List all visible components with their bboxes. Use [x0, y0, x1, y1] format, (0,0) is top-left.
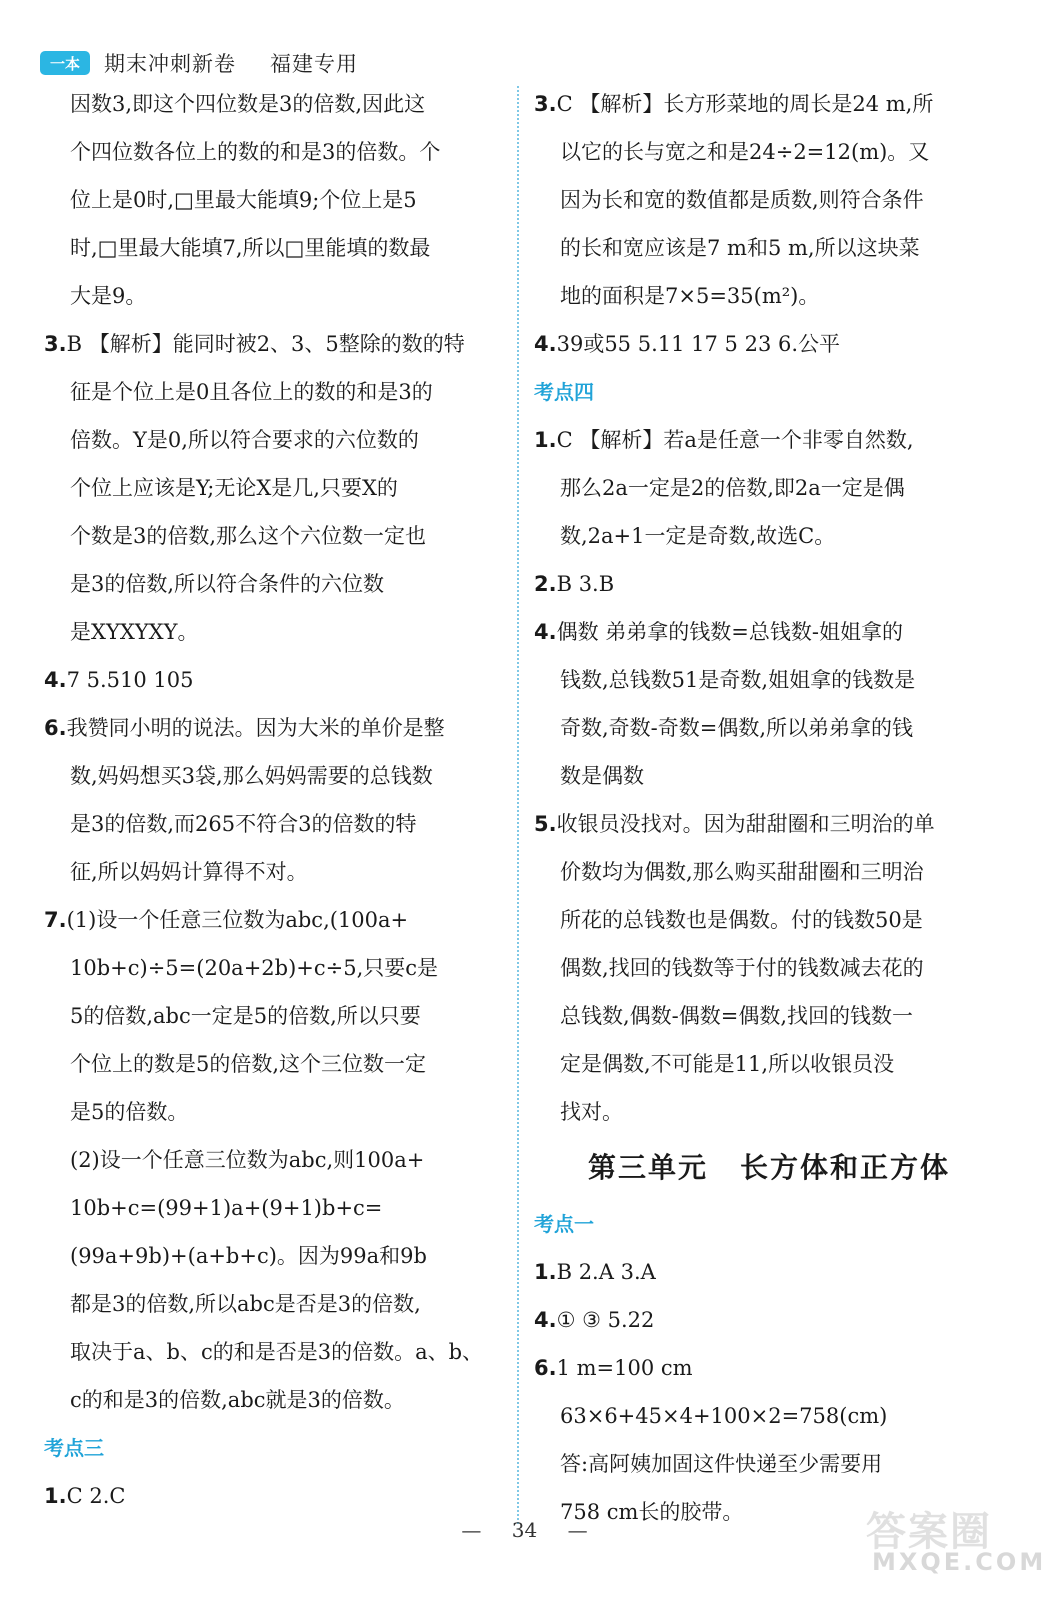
answer-text: 取决于a、b、c的和是否是3的倍数。a、b、 [70, 1340, 484, 1364]
answer-text: 所花的总钱数也是偶数。付的钱数50是 [560, 908, 923, 932]
answer-line [534, 1392, 1004, 1440]
footer-dash-left: — [461, 1518, 482, 1542]
answer-line [534, 128, 1004, 176]
answer-text: B 2.A 3.A [556, 1260, 656, 1284]
edition-region: 福建专用 [270, 52, 358, 76]
answer-text: 征是个位上是0且各位上的数的和是3的 [70, 380, 433, 404]
question-number: 2. [534, 572, 557, 596]
answer-item [534, 1248, 1004, 1296]
answer-line [44, 848, 504, 896]
answer-line [44, 1328, 504, 1376]
answer-line [44, 1184, 504, 1232]
answer-line [44, 464, 504, 512]
answer-text: (2)设一个任意三位数为abc,则100a+ [70, 1148, 425, 1172]
answer-text: 数,2a+1一定是奇数,故选C。 [560, 524, 836, 548]
answer-line [534, 1440, 1004, 1488]
question-number: 4. [534, 620, 557, 644]
answer-text: B 3.B [556, 572, 615, 596]
question-number: 7. [44, 908, 67, 932]
answer-item [534, 1344, 1004, 1392]
book-title: 期末冲刺新卷 [104, 52, 236, 76]
answer-text: 答:高阿姨加固这件快递至少需要用 [560, 1452, 883, 1476]
question-number: 4. [534, 1308, 557, 1332]
answer-line [44, 128, 504, 176]
answer-text: 偶数 弟弟拿的钱数=总钱数-姐姐拿的 [556, 620, 903, 644]
question-number: 1. [534, 428, 557, 452]
answer-text: 都是3的倍数,所以abc是否是3的倍数, [70, 1292, 421, 1316]
watermark-text: 答案圈 [866, 1509, 992, 1555]
answer-line [44, 1088, 504, 1136]
answer-text: 758 cm长的胶带。 [560, 1500, 744, 1524]
answer-item [534, 416, 1004, 464]
answer-line [44, 1232, 504, 1280]
answer-item [44, 320, 504, 368]
watermark-logo [858, 1500, 1047, 1582]
answer-text: 是3的倍数,而265不符合3的倍数的特 [70, 812, 417, 836]
question-number: 4. [534, 332, 557, 356]
footer-dash-right: — [567, 1518, 588, 1542]
answer-text: 偶数,找回的钱数等于付的钱数减去花的 [560, 956, 924, 980]
answer-text: 位上是0时,□里最大能填9;个位上是5 [70, 188, 417, 212]
answer-item [534, 80, 1004, 128]
answer-line [534, 752, 1004, 800]
question-number: 6. [534, 1356, 557, 1380]
answer-text: 39或55 5.11 17 5 23 6.公平 [556, 332, 841, 356]
answer-text: C 【解析】长方形菜地的周长是24 m,所 [556, 92, 934, 116]
answer-line [44, 272, 504, 320]
question-number: 3. [44, 332, 67, 356]
answer-text: C 【解析】若a是任意一个非零自然数, [556, 428, 914, 452]
answer-line [534, 464, 1004, 512]
publisher-logo: 一本 [40, 51, 90, 75]
answer-text: 那么2a一定是2的倍数,即2a一定是偶 [560, 476, 905, 500]
page-header [40, 46, 358, 80]
answer-line [44, 608, 504, 656]
answer-line [534, 224, 1004, 272]
answer-line [44, 416, 504, 464]
section-heading: 考点四 [534, 380, 594, 404]
answer-text: 时,□里最大能填7,所以□里能填的数最 [70, 236, 431, 260]
answer-line [534, 944, 1004, 992]
answer-text: 地的面积是7×5=35(m²)。 [560, 284, 820, 308]
answer-item [534, 320, 1004, 368]
answer-text: (1)设一个任意三位数为abc,(100a+ [66, 908, 409, 932]
answer-text: 以它的长与宽之和是24÷2=12(m)。又 [560, 140, 930, 164]
left-column [44, 80, 504, 1520]
answer-line [534, 992, 1004, 1040]
question-number: 4. [44, 668, 67, 692]
answer-text: 我赞同小明的说法。因为大米的单价是整 [66, 716, 445, 740]
answer-text: 大是9。 [70, 284, 147, 308]
answer-text: 是XYXYXY。 [70, 620, 199, 644]
answer-text: 因为长和宽的数值都是质数,则符合条件 [560, 188, 924, 212]
answer-item [44, 1472, 504, 1520]
answer-text: 数是偶数 [560, 764, 644, 788]
answer-line [44, 1136, 504, 1184]
answer-line [534, 656, 1004, 704]
answer-text: 数,妈妈想买3袋,那么妈妈需要的总钱数 [70, 764, 433, 788]
answer-text: 定是偶数,不可能是11,所以收银员没 [560, 1052, 895, 1076]
answer-item [534, 560, 1004, 608]
answer-text: 个位上应该是Y;无论X是几,只要X的 [70, 476, 398, 500]
answer-text: 5的倍数,abc一定是5的倍数,所以只要 [70, 1004, 421, 1028]
unit-title-part: 长方体和正方体 [740, 1151, 951, 1184]
section-heading: 考点一 [534, 1212, 594, 1236]
answer-text: 因数3,即这个四位数是3的倍数,因此这 [70, 92, 426, 116]
answer-text: 钱数,总钱数51是奇数,姐姐拿的钱数是 [560, 668, 916, 692]
right-column [534, 80, 1004, 1536]
answer-text: C 2.C [66, 1484, 126, 1508]
answer-text: 的长和宽应该是7 m和5 m,所以这块菜 [560, 236, 920, 260]
unit-title-part: 第三单元 [587, 1151, 708, 1184]
answer-text: 个数是3的倍数,那么这个六位数一定也 [70, 524, 427, 548]
question-number: 6. [44, 716, 67, 740]
column-divider [517, 86, 519, 1524]
answer-text: 是3的倍数,所以符合条件的六位数 [70, 572, 385, 596]
answer-item [44, 656, 504, 704]
answer-text: (99a+9b)+(a+b+c)。因为99a和9b [70, 1244, 427, 1268]
answer-text: 7 5.510 105 [66, 668, 194, 692]
answer-line [44, 800, 504, 848]
watermark-url: MXQE.COM [872, 1548, 1047, 1576]
answer-text: 收银员没找对。因为甜甜圈和三明治的单 [556, 812, 935, 836]
answer-line [44, 176, 504, 224]
answer-line [534, 704, 1004, 752]
answer-line [44, 224, 504, 272]
answer-line [44, 752, 504, 800]
answer-text: 10b+c=(99+1)a+(9+1)b+c= [70, 1196, 383, 1220]
answer-item [534, 1296, 1004, 1344]
answer-line [44, 1376, 504, 1424]
answer-line [44, 80, 504, 128]
answer-line [534, 848, 1004, 896]
answer-text: 奇数,奇数-奇数=偶数,所以弟弟拿的钱 [560, 716, 914, 740]
answer-item [534, 608, 1004, 656]
answer-text: 价数均为偶数,那么购买甜甜圈和三明治 [560, 860, 924, 884]
answer-text: 是5的倍数。 [70, 1100, 189, 1124]
answer-line [44, 1040, 504, 1088]
answer-line [44, 944, 504, 992]
question-number: 1. [534, 1260, 557, 1284]
question-number: 5. [534, 812, 557, 836]
answer-line [534, 1088, 1004, 1136]
answer-text: 个四位数各位上的数的和是3的倍数。个 [70, 140, 441, 164]
answer-line [534, 272, 1004, 320]
answer-text: c的和是3的倍数,abc就是3的倍数。 [70, 1388, 405, 1412]
answer-text: 总钱数,偶数-偶数=偶数,找回的钱数一 [560, 1004, 914, 1028]
answer-line [534, 512, 1004, 560]
answer-text: 个位上的数是5的倍数,这个三位数一定 [70, 1052, 427, 1076]
section-heading: 考点三 [44, 1436, 104, 1460]
answer-text: 63×6+45×4+100×2=758(cm) [560, 1404, 888, 1428]
answer-text: 1 m=100 cm [556, 1356, 693, 1380]
answer-text: 10b+c)÷5=(20a+2b)+c÷5,只要c是 [70, 956, 439, 980]
answer-text: B 【解析】能同时被2、3、5整除的数的特 [66, 332, 465, 356]
answer-line [44, 560, 504, 608]
question-number: 1. [44, 1484, 67, 1508]
answer-item [44, 896, 504, 944]
answer-text: 找对。 [560, 1100, 623, 1124]
answer-line [44, 512, 504, 560]
answer-line [44, 368, 504, 416]
unit-title [534, 1136, 1004, 1200]
answer-text: ① ③ 5.22 [556, 1308, 655, 1332]
answer-line [534, 176, 1004, 224]
answer-line [534, 896, 1004, 944]
answer-line [44, 992, 504, 1040]
answer-text: 倍数。Y是0,所以符合要求的六位数的 [70, 428, 419, 452]
answer-item [44, 704, 504, 752]
answer-text: 征,所以妈妈计算得不对。 [70, 860, 308, 884]
answer-item [534, 800, 1004, 848]
answer-line [44, 1280, 504, 1328]
question-number: 3. [534, 92, 557, 116]
page-number: 34 [511, 1518, 538, 1542]
answer-line [534, 1040, 1004, 1088]
